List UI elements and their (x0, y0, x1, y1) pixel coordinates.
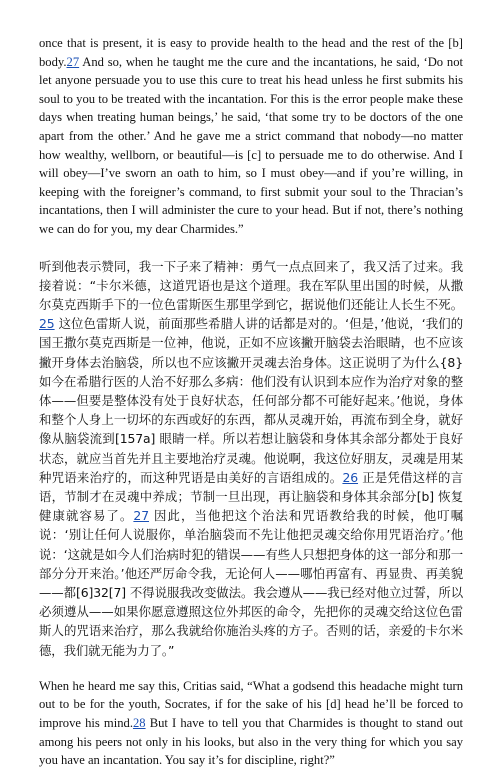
footnote-link-27[interactable]: 27 (66, 54, 80, 69)
english-paragraph-2 (39, 677, 463, 770)
text-segment: But I have to tell you that Charmides is thought to stand out among his peers not only in his looks, but also in the very thing for which you say you have an incantation. You say it’s for discipline, right?” (39, 715, 463, 768)
text-segment: And so, when he taught me the cure and the incantations, he said, ‘Do not let anyone persuade you to use this cure to treat his head unless he first submits his soul to you to be treated with the incantation. For this is the error people make these days when treating human beings,’ he said, ‘that some try to be doctors of the one apart from the other.’ And he gave me a strict command that nobody—no matter how wealthy, wellborn, or beautiful—is [c] to persuade me to do otherwise. And I will obey—I’ve sworn an oath to him, so I must obey—and if you’re willing, in keeping with the foreigner’s command, to first submit your soul to the Thracian’s incantations, then I will administer the cure to your head. But if not, there’s nothing we can do for you, my dear Charmides.” (39, 54, 463, 236)
text-segment: 这位色雷斯人说，前面那些希腊人讲的话都是对的。‘但是，’他说，‘我们的国王撒尔莫克西斯是一位神，他说，正如不应该撇开脑袋去治眼睛，也不应该撇开身体去治脑袋，所以也不应该撇开灵魂去治身体。这正说明了为什么{8} 如今在希腊行医的人治不好那么多病：他们没有认识到本应作为治疗对象的整体——但要是整体没有处于良好状态，任何部分都不可能好起来。’他说，身体和整个人身上一切坏的东西或好的东西，都从灵魂开始，再流布到全身，就好像从脑袋流到[157a] 眼睛一样。所以若想让脑袋和身体其余部分都处于良好状态，就应当首先并且主要地治疗灵魂。他说啊，我这位好朋友，灵魂是用某种咒语来治疗的，而这种咒语是由美好的言语组成的。 (39, 316, 463, 485)
chinese-paragraph (39, 257, 463, 660)
text-segment: 正是凭借这样的言语，节制才在灵魂中养成；节制一旦出现，再让脑袋和身体其余部分[b] 恢复健康就容易了。 (39, 469, 463, 524)
english-paragraph-1 (39, 34, 463, 239)
footnote-link-26[interactable]: 26 (342, 469, 359, 485)
footnote-link-27b[interactable]: 27 (133, 508, 149, 524)
text-segment: once that is present, it is easy to provide health to the head and the rest of the [b] body. (39, 36, 463, 69)
text-segment: 因此，当他把这个治法和咒语教给我的时候，他叮嘱说：‘别让任何人说服你，单治脑袋而不先让他把灵魂交给你用咒语治疗。’他说：‘这就是如今人们治病时犯的错误——有些人只想把身体的这一部分和那一部分分开来治。’他还严厉命令我，无论何人——哪怕再富有、再显贵、再美貌——都[6]32[7] 不得说服我改变做法。我会遵从——我已经对他立过誓，所以必须遵从——如果你愿意遵照这位外邦医的命令，先把你的灵魂交给这位色雷斯人的咒语来治疗，那么我就给你施治头疼的方子。否则的话，亲爱的卡尔米德，我们就无能为力了。” (39, 508, 463, 658)
footnote-link-25[interactable]: 25 (39, 316, 55, 332)
footnote-link-28[interactable]: 28 (132, 715, 146, 730)
text-segment: When he heard me say this, Critias said, “What a godsend this headache might turn out to be for the youth, Socrates, if for the sake of his [d] head he’ll be forced to improve his mind. (39, 678, 463, 730)
text-segment: 听到他表示赞同，我一下子来了精神：勇气一点点回来了，我又活了过来。我接着说：“卡尔米德，这道咒语也是这个道理。我在军队里出国的时候，从撒尔莫克西斯手下的一位色雷斯医生那里学到它，据说他们还能让人长生不死。 (39, 258, 463, 312)
document-page (39, 34, 463, 770)
